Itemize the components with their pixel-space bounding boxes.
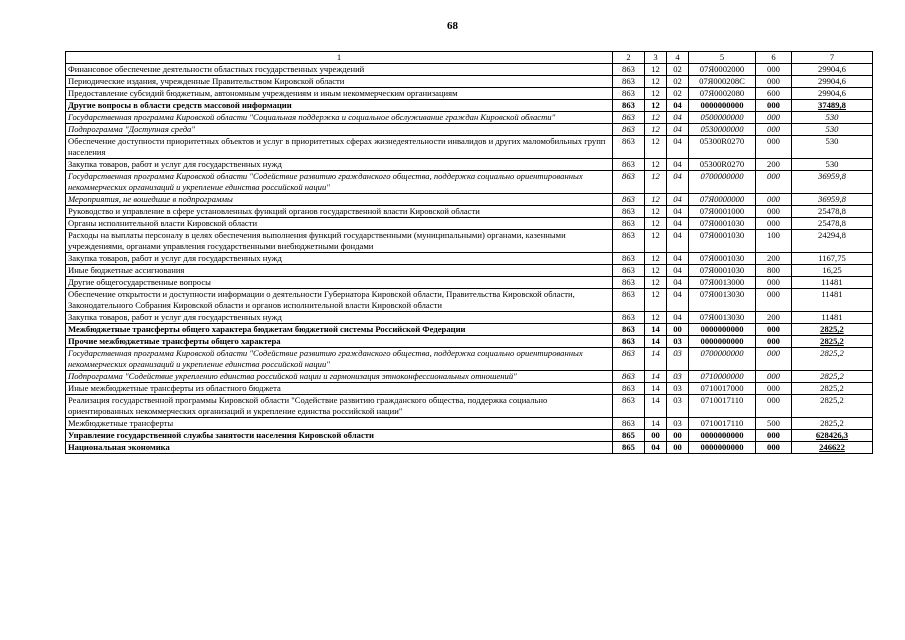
row-description: Управление государственной службы занятости населения Кировской области	[66, 430, 613, 442]
row-subsection: 04	[667, 112, 689, 124]
row-target-article: 0000000000	[689, 324, 756, 336]
table-body	[66, 64, 873, 454]
row-target-article: 0700000000	[689, 348, 756, 371]
row-amount: 2825,2	[792, 383, 873, 395]
row-target-article: 0710017110	[689, 418, 756, 430]
row-description: Закупка товаров, работ и услуг для государственных нужд	[66, 159, 613, 171]
row-subsection: 02	[667, 88, 689, 100]
row-expense-type: 000	[756, 289, 792, 312]
table-row	[66, 218, 873, 230]
row-amount: 530	[792, 136, 873, 159]
row-section: 12	[645, 112, 667, 124]
row-description: Межбюджетные трансферты	[66, 418, 613, 430]
row-section: 14	[645, 395, 667, 418]
table-row	[66, 418, 873, 430]
row-description: Закупка товаров, работ и услуг для государственных нужд	[66, 312, 613, 324]
header-cell: 3	[645, 52, 667, 64]
row-admin-code: 863	[613, 324, 645, 336]
row-subsection: 00	[667, 430, 689, 442]
row-subsection: 03	[667, 418, 689, 430]
row-expense-type: 100	[756, 230, 792, 253]
row-admin-code: 863	[613, 371, 645, 383]
header-cell: 4	[667, 52, 689, 64]
row-expense-type: 500	[756, 418, 792, 430]
row-section: 12	[645, 88, 667, 100]
row-expense-type: 000	[756, 383, 792, 395]
row-description: Закупка товаров, работ и услуг для государственных нужд	[66, 253, 613, 265]
row-description: Подпрограмма "Доступная среда"	[66, 124, 613, 136]
row-admin-code: 863	[613, 265, 645, 277]
row-expense-type: 800	[756, 265, 792, 277]
row-admin-code: 863	[613, 395, 645, 418]
row-section: 12	[645, 100, 667, 112]
row-amount: 37489,8	[792, 100, 873, 112]
row-target-article: 07Я0001030	[689, 230, 756, 253]
row-section: 12	[645, 277, 667, 289]
row-description: Прочие межбюджетные трансферты общего характера	[66, 336, 613, 348]
row-subsection: 03	[667, 348, 689, 371]
table-row	[66, 395, 873, 418]
row-admin-code: 863	[613, 230, 645, 253]
row-expense-type: 000	[756, 206, 792, 218]
row-expense-type: 200	[756, 159, 792, 171]
row-description: Межбюджетные трансферты общего характера бюджетам бюджетной системы Российской Федерации	[66, 324, 613, 336]
row-amount: 29904,6	[792, 64, 873, 76]
row-expense-type: 000	[756, 100, 792, 112]
row-admin-code: 863	[613, 348, 645, 371]
row-expense-type: 000	[756, 218, 792, 230]
table-row	[66, 430, 873, 442]
row-target-article: 07Я0013000	[689, 277, 756, 289]
row-section: 12	[645, 230, 667, 253]
row-target-article: 07Я0013030	[689, 312, 756, 324]
row-expense-type: 000	[756, 194, 792, 206]
row-expense-type: 000	[756, 348, 792, 371]
header-row	[66, 52, 873, 64]
row-amount: 36959,8	[792, 194, 873, 206]
row-amount: 530	[792, 159, 873, 171]
row-description: Обеспечение открытости и доступности информации о деятельности Губернатора Кировской области, Правительства Кировской области, Законодательного Собрания Кировской области и органов исполнительной власти Кировской области	[66, 289, 613, 312]
row-expense-type: 000	[756, 124, 792, 136]
table-row	[66, 371, 873, 383]
row-expense-type: 000	[756, 171, 792, 194]
table-row	[66, 442, 873, 454]
table-row	[66, 312, 873, 324]
row-expense-type: 000	[756, 76, 792, 88]
row-admin-code: 863	[613, 194, 645, 206]
row-subsection: 04	[667, 265, 689, 277]
row-description: Государственная программа Кировской области "Содействие развитию гражданского общества, поддержка социально ориентированных некоммерческих организаций и укрепление единства российской нации"	[66, 348, 613, 371]
row-target-article: 07Я0001030	[689, 218, 756, 230]
row-target-article: 07Я0002080	[689, 88, 756, 100]
table-row	[66, 383, 873, 395]
table-row	[66, 136, 873, 159]
row-subsection: 04	[667, 124, 689, 136]
row-admin-code: 863	[613, 159, 645, 171]
row-amount: 25478,8	[792, 218, 873, 230]
row-admin-code: 865	[613, 430, 645, 442]
row-admin-code: 863	[613, 336, 645, 348]
row-expense-type: 600	[756, 88, 792, 100]
row-description: Расходы на выплаты персоналу в целях обеспечения выполнения функций государственными (муниципальными) органами, казенными учреждениями, органами управления государственными внебюджетными фондами	[66, 230, 613, 253]
row-section: 12	[645, 76, 667, 88]
row-subsection: 04	[667, 100, 689, 112]
row-admin-code: 863	[613, 64, 645, 76]
row-amount: 16,25	[792, 265, 873, 277]
row-subsection: 04	[667, 277, 689, 289]
table-row	[66, 289, 873, 312]
row-section: 00	[645, 430, 667, 442]
row-amount: 11481	[792, 312, 873, 324]
row-admin-code: 863	[613, 136, 645, 159]
row-section: 12	[645, 136, 667, 159]
row-target-article: 07Я0001030	[689, 265, 756, 277]
row-expense-type: 000	[756, 112, 792, 124]
row-section: 12	[645, 253, 667, 265]
header-cell: 7	[792, 52, 873, 64]
row-subsection: 04	[667, 230, 689, 253]
row-description: Руководство и управление в сфере установленных функций органов государственной власти Кировской области	[66, 206, 613, 218]
header-cell: 1	[66, 52, 613, 64]
row-description: Национальная экономика	[66, 442, 613, 454]
row-amount: 36959,8	[792, 171, 873, 194]
row-expense-type: 000	[756, 324, 792, 336]
table-row	[66, 100, 873, 112]
row-section: 14	[645, 371, 667, 383]
table-row	[66, 88, 873, 100]
row-amount: 25478,8	[792, 206, 873, 218]
row-target-article: 0000000000	[689, 336, 756, 348]
row-target-article: 0700000000	[689, 171, 756, 194]
row-subsection: 03	[667, 336, 689, 348]
row-subsection: 04	[667, 206, 689, 218]
row-section: 12	[645, 289, 667, 312]
table-row	[66, 112, 873, 124]
row-section: 14	[645, 383, 667, 395]
header-cell: 5	[689, 52, 756, 64]
row-admin-code: 863	[613, 76, 645, 88]
row-expense-type: 000	[756, 371, 792, 383]
row-description: Иные бюджетные ассигнования	[66, 265, 613, 277]
row-description: Органы исполнительной власти Кировской области	[66, 218, 613, 230]
row-description: Финансовое обеспечение деятельности областных государственных учреждений	[66, 64, 613, 76]
row-admin-code: 863	[613, 277, 645, 289]
row-subsection: 04	[667, 312, 689, 324]
header-cell: 2	[613, 52, 645, 64]
table-row	[66, 348, 873, 371]
table-row	[66, 76, 873, 88]
row-admin-code: 863	[613, 88, 645, 100]
row-admin-code: 863	[613, 124, 645, 136]
row-amount: 24294,8	[792, 230, 873, 253]
row-target-article: 0710017000	[689, 383, 756, 395]
table-row	[66, 171, 873, 194]
row-amount: 628426,3	[792, 430, 873, 442]
row-admin-code: 863	[613, 218, 645, 230]
table-row	[66, 159, 873, 171]
row-section: 12	[645, 64, 667, 76]
row-target-article: 0000000000	[689, 442, 756, 454]
table-row	[66, 194, 873, 206]
table-row	[66, 230, 873, 253]
table-row	[66, 277, 873, 289]
row-target-article: 07Я0001000	[689, 206, 756, 218]
row-subsection: 02	[667, 76, 689, 88]
row-subsection: 03	[667, 395, 689, 418]
row-amount: 11481	[792, 289, 873, 312]
header-cell: 6	[756, 52, 792, 64]
row-expense-type: 000	[756, 336, 792, 348]
row-target-article: 07Я0013030	[689, 289, 756, 312]
row-amount: 1167,75	[792, 253, 873, 265]
row-subsection: 04	[667, 159, 689, 171]
row-section: 14	[645, 348, 667, 371]
row-subsection: 00	[667, 324, 689, 336]
row-description: Иные межбюджетные трансферты из областного бюджета	[66, 383, 613, 395]
budget-table	[65, 51, 873, 454]
page-number: 68	[447, 20, 458, 32]
row-target-article: 07Я0000000	[689, 194, 756, 206]
row-amount: 530	[792, 124, 873, 136]
row-target-article: 05300R0270	[689, 136, 756, 159]
row-section: 12	[645, 218, 667, 230]
row-expense-type: 200	[756, 312, 792, 324]
row-admin-code: 863	[613, 206, 645, 218]
row-target-article: 0500000000	[689, 112, 756, 124]
row-target-article: 07Я000208С	[689, 76, 756, 88]
row-expense-type: 000	[756, 277, 792, 289]
row-section: 12	[645, 171, 667, 194]
row-expense-type: 000	[756, 430, 792, 442]
row-amount: 2825,2	[792, 348, 873, 371]
row-description: Периодические издания, учрежденные Правительством Кировской области	[66, 76, 613, 88]
row-description: Мероприятия, не вошедшие в подпрограммы	[66, 194, 613, 206]
row-section: 12	[645, 206, 667, 218]
row-section: 12	[645, 159, 667, 171]
row-section: 14	[645, 418, 667, 430]
row-amount: 246622	[792, 442, 873, 454]
row-section: 12	[645, 124, 667, 136]
table-row	[66, 336, 873, 348]
row-section: 12	[645, 312, 667, 324]
row-target-article: 0000000000	[689, 100, 756, 112]
row-section: 12	[645, 194, 667, 206]
row-subsection: 04	[667, 194, 689, 206]
row-subsection: 04	[667, 136, 689, 159]
row-section: 04	[645, 442, 667, 454]
row-subsection: 02	[667, 64, 689, 76]
row-amount: 29904,6	[792, 88, 873, 100]
table-row	[66, 324, 873, 336]
row-target-article: 0710017110	[689, 395, 756, 418]
row-target-article: 0710000000	[689, 371, 756, 383]
row-description: Государственная программа Кировской области "Содействие развитию гражданского общества, поддержка социально ориентированных некоммерческих организаций и укрепление единства российской нации"	[66, 171, 613, 194]
row-description: Государственная программа Кировской области "Социальная поддержка и социальное обслуживание граждан Кировской области"	[66, 112, 613, 124]
row-admin-code: 863	[613, 112, 645, 124]
table-row	[66, 206, 873, 218]
row-admin-code: 863	[613, 171, 645, 194]
row-description: Подпрограмма "Содействие укреплению единства российской нации и гармонизация этноконфессиональных отношений"	[66, 371, 613, 383]
row-target-article: 07Я0002000	[689, 64, 756, 76]
row-section: 14	[645, 336, 667, 348]
row-amount: 530	[792, 112, 873, 124]
row-subsection: 03	[667, 383, 689, 395]
row-target-article: 07Я0001030	[689, 253, 756, 265]
row-target-article: 05300R0270	[689, 159, 756, 171]
row-admin-code: 863	[613, 253, 645, 265]
row-description: Предоставление субсидий бюджетным, автономным учреждениям и иным некоммерческим организациям	[66, 88, 613, 100]
row-subsection: 04	[667, 218, 689, 230]
table-row	[66, 124, 873, 136]
row-amount: 11481	[792, 277, 873, 289]
row-expense-type: 200	[756, 253, 792, 265]
row-target-article: 0530000000	[689, 124, 756, 136]
row-expense-type: 000	[756, 136, 792, 159]
row-amount: 2825,2	[792, 418, 873, 430]
table-row	[66, 64, 873, 76]
row-expense-type: 000	[756, 64, 792, 76]
row-subsection: 04	[667, 253, 689, 265]
row-description: Обеспечение доступности приоритетных объектов и услуг в приоритетных сферах жизнедеятельности инвалидов и других маломобильных групп населения	[66, 136, 613, 159]
row-amount: 2825,2	[792, 336, 873, 348]
row-subsection: 04	[667, 289, 689, 312]
row-admin-code: 863	[613, 312, 645, 324]
row-section: 14	[645, 324, 667, 336]
row-admin-code: 863	[613, 383, 645, 395]
row-amount: 2825,2	[792, 395, 873, 418]
row-admin-code: 865	[613, 442, 645, 454]
row-amount: 2825,2	[792, 371, 873, 383]
row-amount: 2825,2	[792, 324, 873, 336]
row-admin-code: 863	[613, 289, 645, 312]
row-subsection: 03	[667, 371, 689, 383]
table-row	[66, 265, 873, 277]
row-target-article: 0000000000	[689, 430, 756, 442]
row-description: Другие вопросы в области средств массовой информации	[66, 100, 613, 112]
row-subsection: 04	[667, 171, 689, 194]
row-section: 12	[645, 265, 667, 277]
table-row	[66, 253, 873, 265]
row-admin-code: 863	[613, 418, 645, 430]
row-description: Реализация государственной программы Кировской области "Содействие развитию гражданского общества, поддержка социально ориентированных некоммерческих организаций и укрепление единства российской нации"	[66, 395, 613, 418]
row-expense-type: 000	[756, 395, 792, 418]
row-amount: 29904,6	[792, 76, 873, 88]
row-expense-type: 000	[756, 442, 792, 454]
row-description: Другие общегосударственные вопросы	[66, 277, 613, 289]
row-admin-code: 863	[613, 100, 645, 112]
row-subsection: 00	[667, 442, 689, 454]
